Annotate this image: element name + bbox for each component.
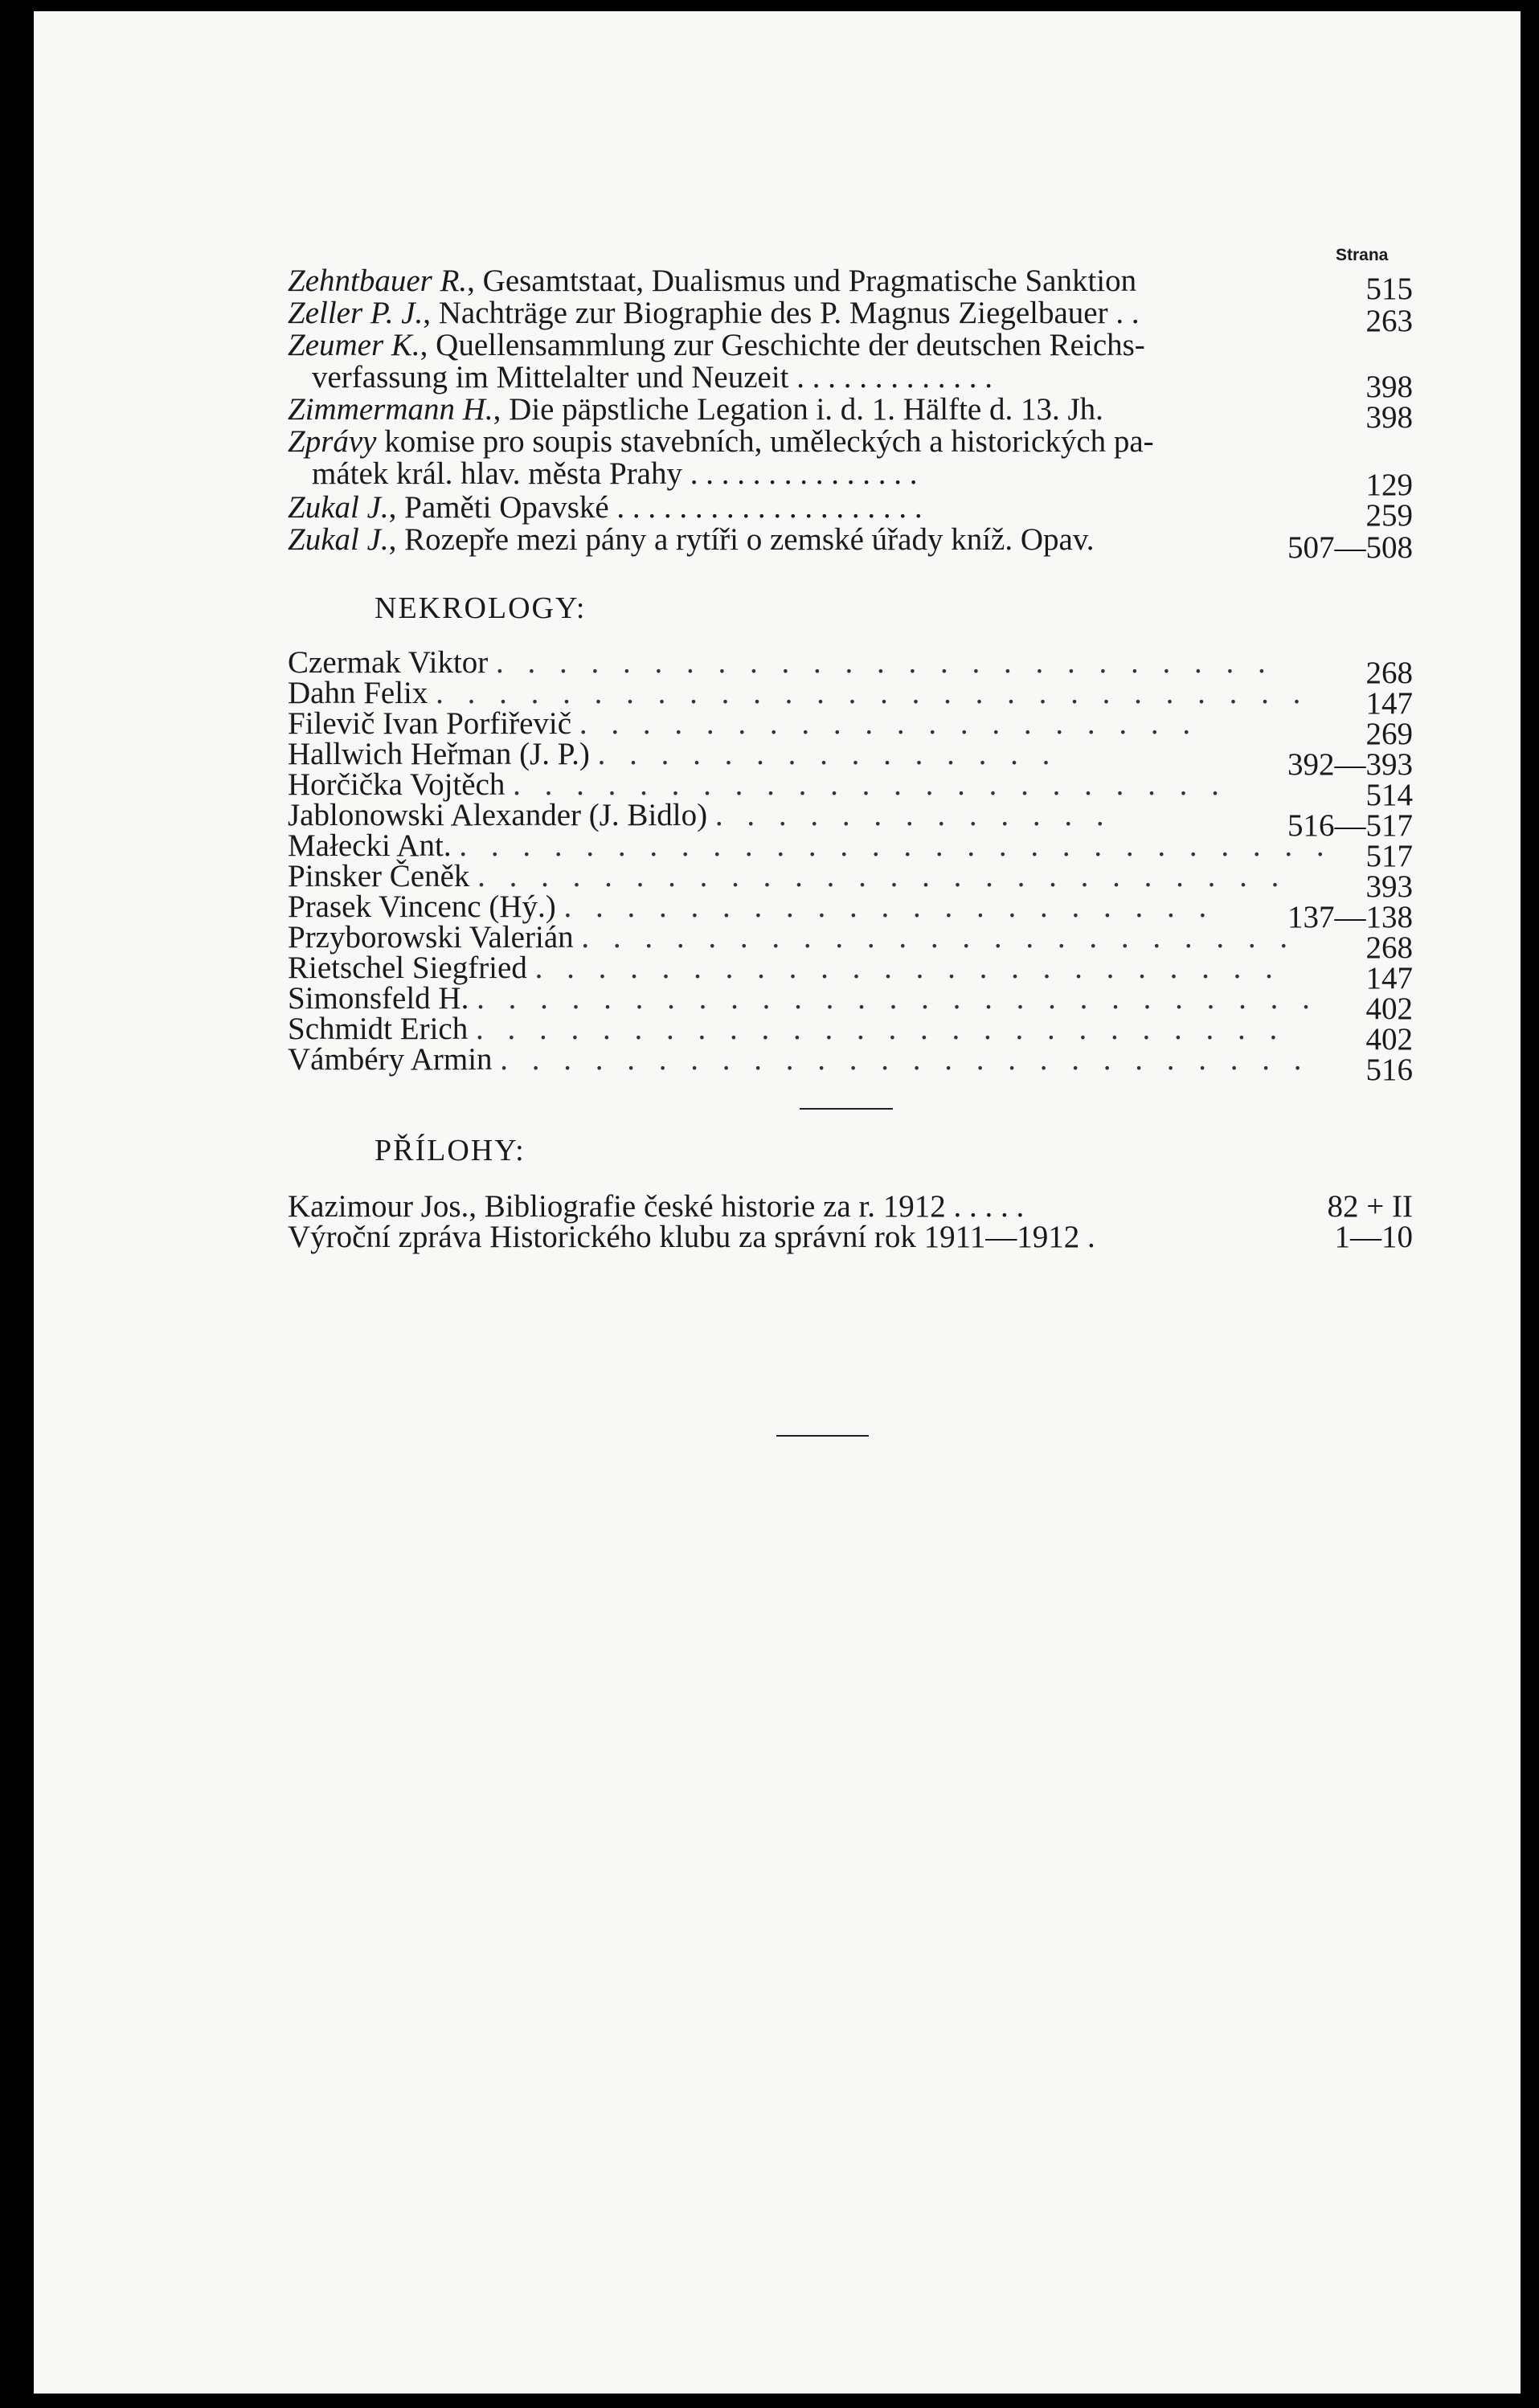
list-item: Schmidt Erich . . . . . . . . . . . . . . . . . . . . . . . . . . (288, 1012, 1286, 1046)
page-number: 268 (1365, 656, 1413, 690)
list-item: Zukal J., Rozepře mezi pány a rytíři o zemské úřady kníž. Opav. (288, 522, 1095, 557)
page-column-header: Strana (1336, 246, 1389, 264)
list-item: Zprávy komise pro soupis stavebních, uměleckých a historických pa- (288, 424, 1154, 459)
list-item: Zeller P. J., Nachträge zur Biographie des P. Magnus Ziegelbauer . . (288, 296, 1140, 330)
page-number: 1—10 (1334, 1220, 1413, 1254)
list-item: Dahn Felix . . . . . . . . . . . . . . . . . . . . . . . . . . . . (288, 676, 1309, 710)
list-item: Hallwich Heřman (J. P.) . . . . . . . . . . . . . . . (288, 737, 1058, 771)
page-number: 516 (1365, 1053, 1413, 1087)
page-number: 393 (1365, 869, 1413, 904)
page-number: 402 (1365, 1022, 1413, 1057)
list-item: Zeumer K., Quellensammlung zur Geschichte der deutschen Reichs- (288, 328, 1145, 362)
divider (776, 1435, 869, 1437)
page-number: 137—138 (1287, 900, 1413, 934)
page-number: 147 (1365, 686, 1413, 721)
page-number: 392—393 (1287, 747, 1413, 782)
section-title-prilohy: PŘÍLOHY: (375, 1134, 526, 1167)
list-item: Małecki Ant. . . . . . . . . . . . . . . . . . . . . . . . . . . . . (288, 828, 1332, 863)
list-item: Przyborowski Valerián . . . . . . . . . . . . . . . . . . . . . . . (288, 920, 1296, 955)
page-number: 517 (1365, 839, 1413, 873)
list-item: Kazimour Jos., Bibliografie české historie za r. 1912 . . . . . (288, 1189, 1025, 1224)
page-number: 507—508 (1287, 530, 1413, 565)
list-item: Simonsfeld H. . . . . . . . . . . . . . . . . . . . . . . . . . . . (288, 981, 1318, 1016)
list-item: Filevič Ivan Porfiřevič . . . . . . . . . . . . . . . . . . . . (288, 706, 1199, 741)
list-item: Prasek Vincenc (Hý.) . . . . . . . . . . . . . . . . . . . . . (288, 889, 1215, 924)
list-item: verfassung im Mittelalter und Neuzeit . . . . . . . . . . . . . (312, 360, 993, 395)
page-number: 398 (1365, 400, 1413, 435)
page-number: 515 (1365, 272, 1413, 306)
page-number: 129 (1365, 468, 1413, 502)
list-item: Pinsker Čeněk . . . . . . . . . . . . . . . . . . . . . . . . . . (288, 859, 1287, 893)
page-number: 268 (1365, 930, 1413, 965)
page-number: 147 (1365, 961, 1413, 995)
list-item: mátek král. hlav. města Prahy . . . . . . . . . . . . . . . (312, 456, 918, 491)
page-number: 263 (1365, 304, 1413, 338)
page-number: 398 (1365, 370, 1413, 404)
page-number: 402 (1365, 991, 1413, 1026)
page-number: 259 (1365, 498, 1413, 533)
page-number: 269 (1365, 717, 1413, 751)
page-number: 516—517 (1287, 808, 1413, 843)
list-item: Zukal J., Paměti Opavské . . . . . . . . . . . . . . . . . . . . (288, 490, 923, 525)
section-title-nekrology: NEKROLOGY: (375, 591, 587, 625)
divider (800, 1108, 893, 1110)
list-item: Zehntbauer R., Gesamtstaat, Dualismus und Pragmatische Sanktion (288, 264, 1137, 298)
list-item: Vámbéry Armin . . . . . . . . . . . . . . . . . . . . . . . . . . (288, 1042, 1310, 1077)
list-item: Czermak Viktor . . . . . . . . . . . . . . . . . . . . . . . . . (288, 645, 1274, 680)
list-item: Zimmermann H., Die päpstliche Legation i. d. 1. Hälfte d. 13. Jh. (288, 392, 1103, 427)
list-item: Jablonowski Alexander (J. Bidlo) . . . . . . . . . . . . . (288, 798, 1112, 832)
page-number: 514 (1365, 778, 1413, 812)
list-item: Výroční zpráva Historického klubu za správní rok 1911—1912 . (288, 1220, 1095, 1254)
list-item: Horčička Vojtěch . . . . . . . . . . . . . . . . . . . . . . . (288, 767, 1227, 802)
page-number: 82 + II (1327, 1189, 1413, 1224)
list-item: Rietschel Siegfried . . . . . . . . . . . . . . . . . . . . . . . . (288, 951, 1281, 985)
